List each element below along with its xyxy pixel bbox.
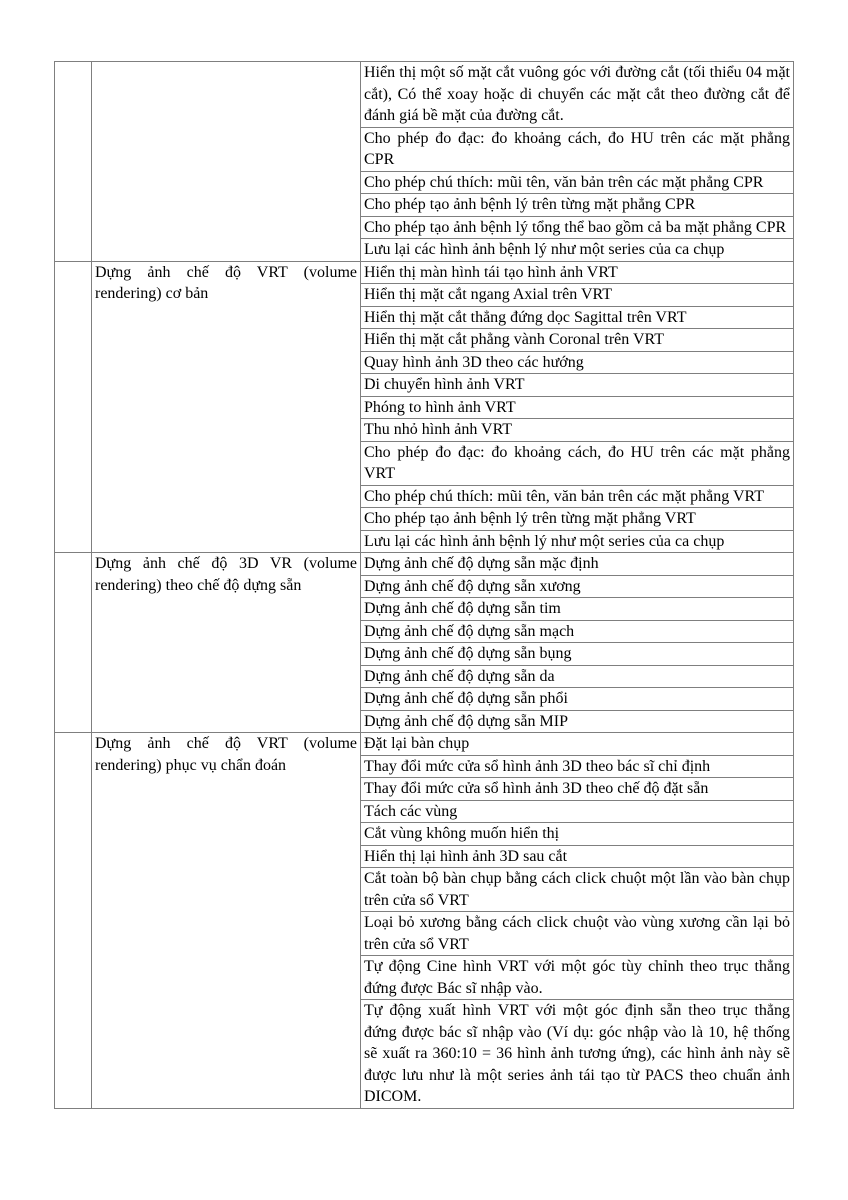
requirement-item: Thay đổi mức cửa sổ hình ảnh 3D theo bác sĩ chỉ định	[361, 755, 794, 778]
requirement-item: Dựng ảnh chế độ dựng sẵn tim	[361, 598, 794, 621]
requirement-item: Đặt lại bàn chụp	[361, 733, 794, 756]
table-row	[55, 261, 794, 284]
requirement-item: Tự động Cine hình VRT với một góc tùy chỉnh theo trục thẳng đứng được Bác sĩ nhập vào.	[361, 956, 794, 1000]
requirement-item: Cắt toàn bộ bàn chụp bằng cách click chuột một lần vào bàn chụp trên cửa sổ VRT	[361, 868, 794, 912]
requirement-item: Lưu lại các hình ảnh bệnh lý như một series của ca chụp	[361, 239, 794, 262]
feature-group-name: Dựng ảnh chế độ VRT (volume rendering) phục vụ chẩn đoán	[92, 733, 361, 1109]
requirement-item: Tách các vùng	[361, 800, 794, 823]
index-cell	[55, 261, 92, 553]
requirement-item: Tự động xuất hình VRT với một góc định sẵn theo trục thẳng đứng được bác sĩ nhập vào (Ví dụ: góc nhập vào là 10, hệ thống sẽ xuất ra 360:10 = 36 hình ảnh tương ứng), các hình ảnh này sẽ được lưu như là một series ảnh tái tạo từ PACS theo chuẩn ảnh DICOM.	[361, 1000, 794, 1109]
table-row	[55, 733, 794, 756]
requirement-item: Hiển thị mặt cắt phẳng vành Coronal trên VRT	[361, 329, 794, 352]
requirement-item: Quay hình ảnh 3D theo các hướng	[361, 351, 794, 374]
feature-group-name: Dựng ảnh chế độ VRT (volume rendering) cơ bản	[92, 261, 361, 553]
requirement-item: Dựng ảnh chế độ dựng sẵn phổi	[361, 688, 794, 711]
requirement-item: Thay đổi mức cửa sổ hình ảnh 3D theo chế độ đặt sẵn	[361, 778, 794, 801]
requirement-item: Lưu lại các hình ảnh bệnh lý như một series của ca chụp	[361, 530, 794, 553]
requirement-item: Hiển thị màn hình tái tạo hình ảnh VRT	[361, 261, 794, 284]
requirement-item: Hiển thị mặt cắt thẳng đứng dọc Sagittal trên VRT	[361, 306, 794, 329]
index-cell	[55, 733, 92, 1109]
requirement-item: Dựng ảnh chế độ dựng sẵn bụng	[361, 643, 794, 666]
index-cell	[55, 553, 92, 733]
requirement-item: Phóng to hình ảnh VRT	[361, 396, 794, 419]
requirement-item: Thu nhỏ hình ảnh VRT	[361, 419, 794, 442]
requirement-item: Dựng ảnh chế độ dựng sẵn da	[361, 665, 794, 688]
requirement-item: Dựng ảnh chế độ dựng sẵn xương	[361, 575, 794, 598]
requirement-item: Hiển thị lại hình ảnh 3D sau cắt	[361, 845, 794, 868]
requirement-item: Dựng ảnh chế độ dựng sẵn mạch	[361, 620, 794, 643]
requirement-item: Cho phép đo đạc: đo khoảng cách, đo HU trên các mặt phẳng VRT	[361, 441, 794, 485]
requirement-item: Cho phép tạo ảnh bệnh lý trên từng mặt phẳng CPR	[361, 194, 794, 217]
requirement-item: Cho phép tạo ảnh bệnh lý tổng thể bao gồm cả ba mặt phẳng CPR	[361, 216, 794, 239]
table-row	[55, 62, 794, 128]
requirement-item: Loại bỏ xương bằng cách click chuột vào vùng xương cần lại bỏ trên cửa sổ VRT	[361, 912, 794, 956]
feature-group-name: Dựng ảnh chế độ 3D VR (volume rendering) theo chế độ dựng sẵn	[92, 553, 361, 733]
feature-group-name	[92, 62, 361, 262]
table-row	[55, 553, 794, 576]
requirement-item: Cho phép tạo ảnh bệnh lý trên từng mặt phẳng VRT	[361, 508, 794, 531]
requirement-item: Cho phép chú thích: mũi tên, văn bản trên các mặt phẳng CPR	[361, 171, 794, 194]
requirement-item: Cho phép đo đạc: đo khoảng cách, đo HU trên các mặt phẳng CPR	[361, 127, 794, 171]
requirement-item: Hiển thị một số mặt cắt vuông góc với đường cắt (tối thiểu 04 mặt cắt), Có thể xoay hoặc di chuyển các mặt cắt theo đường cắt để đánh giá bề mặt của đường cắt.	[361, 62, 794, 128]
requirement-item: Dựng ảnh chế độ dựng sẵn mặc định	[361, 553, 794, 576]
specification-table-body	[55, 62, 794, 1109]
requirement-item: Hiển thị mặt cắt ngang Axial trên VRT	[361, 284, 794, 307]
requirement-item: Dựng ảnh chế độ dựng sẵn MIP	[361, 710, 794, 733]
requirement-item: Di chuyển hình ảnh VRT	[361, 374, 794, 397]
index-cell	[55, 62, 92, 262]
specification-table	[54, 61, 794, 1109]
requirement-item: Cho phép chú thích: mũi tên, văn bản trên các mặt phẳng VRT	[361, 485, 794, 508]
requirement-item: Cắt vùng không muốn hiển thị	[361, 823, 794, 846]
